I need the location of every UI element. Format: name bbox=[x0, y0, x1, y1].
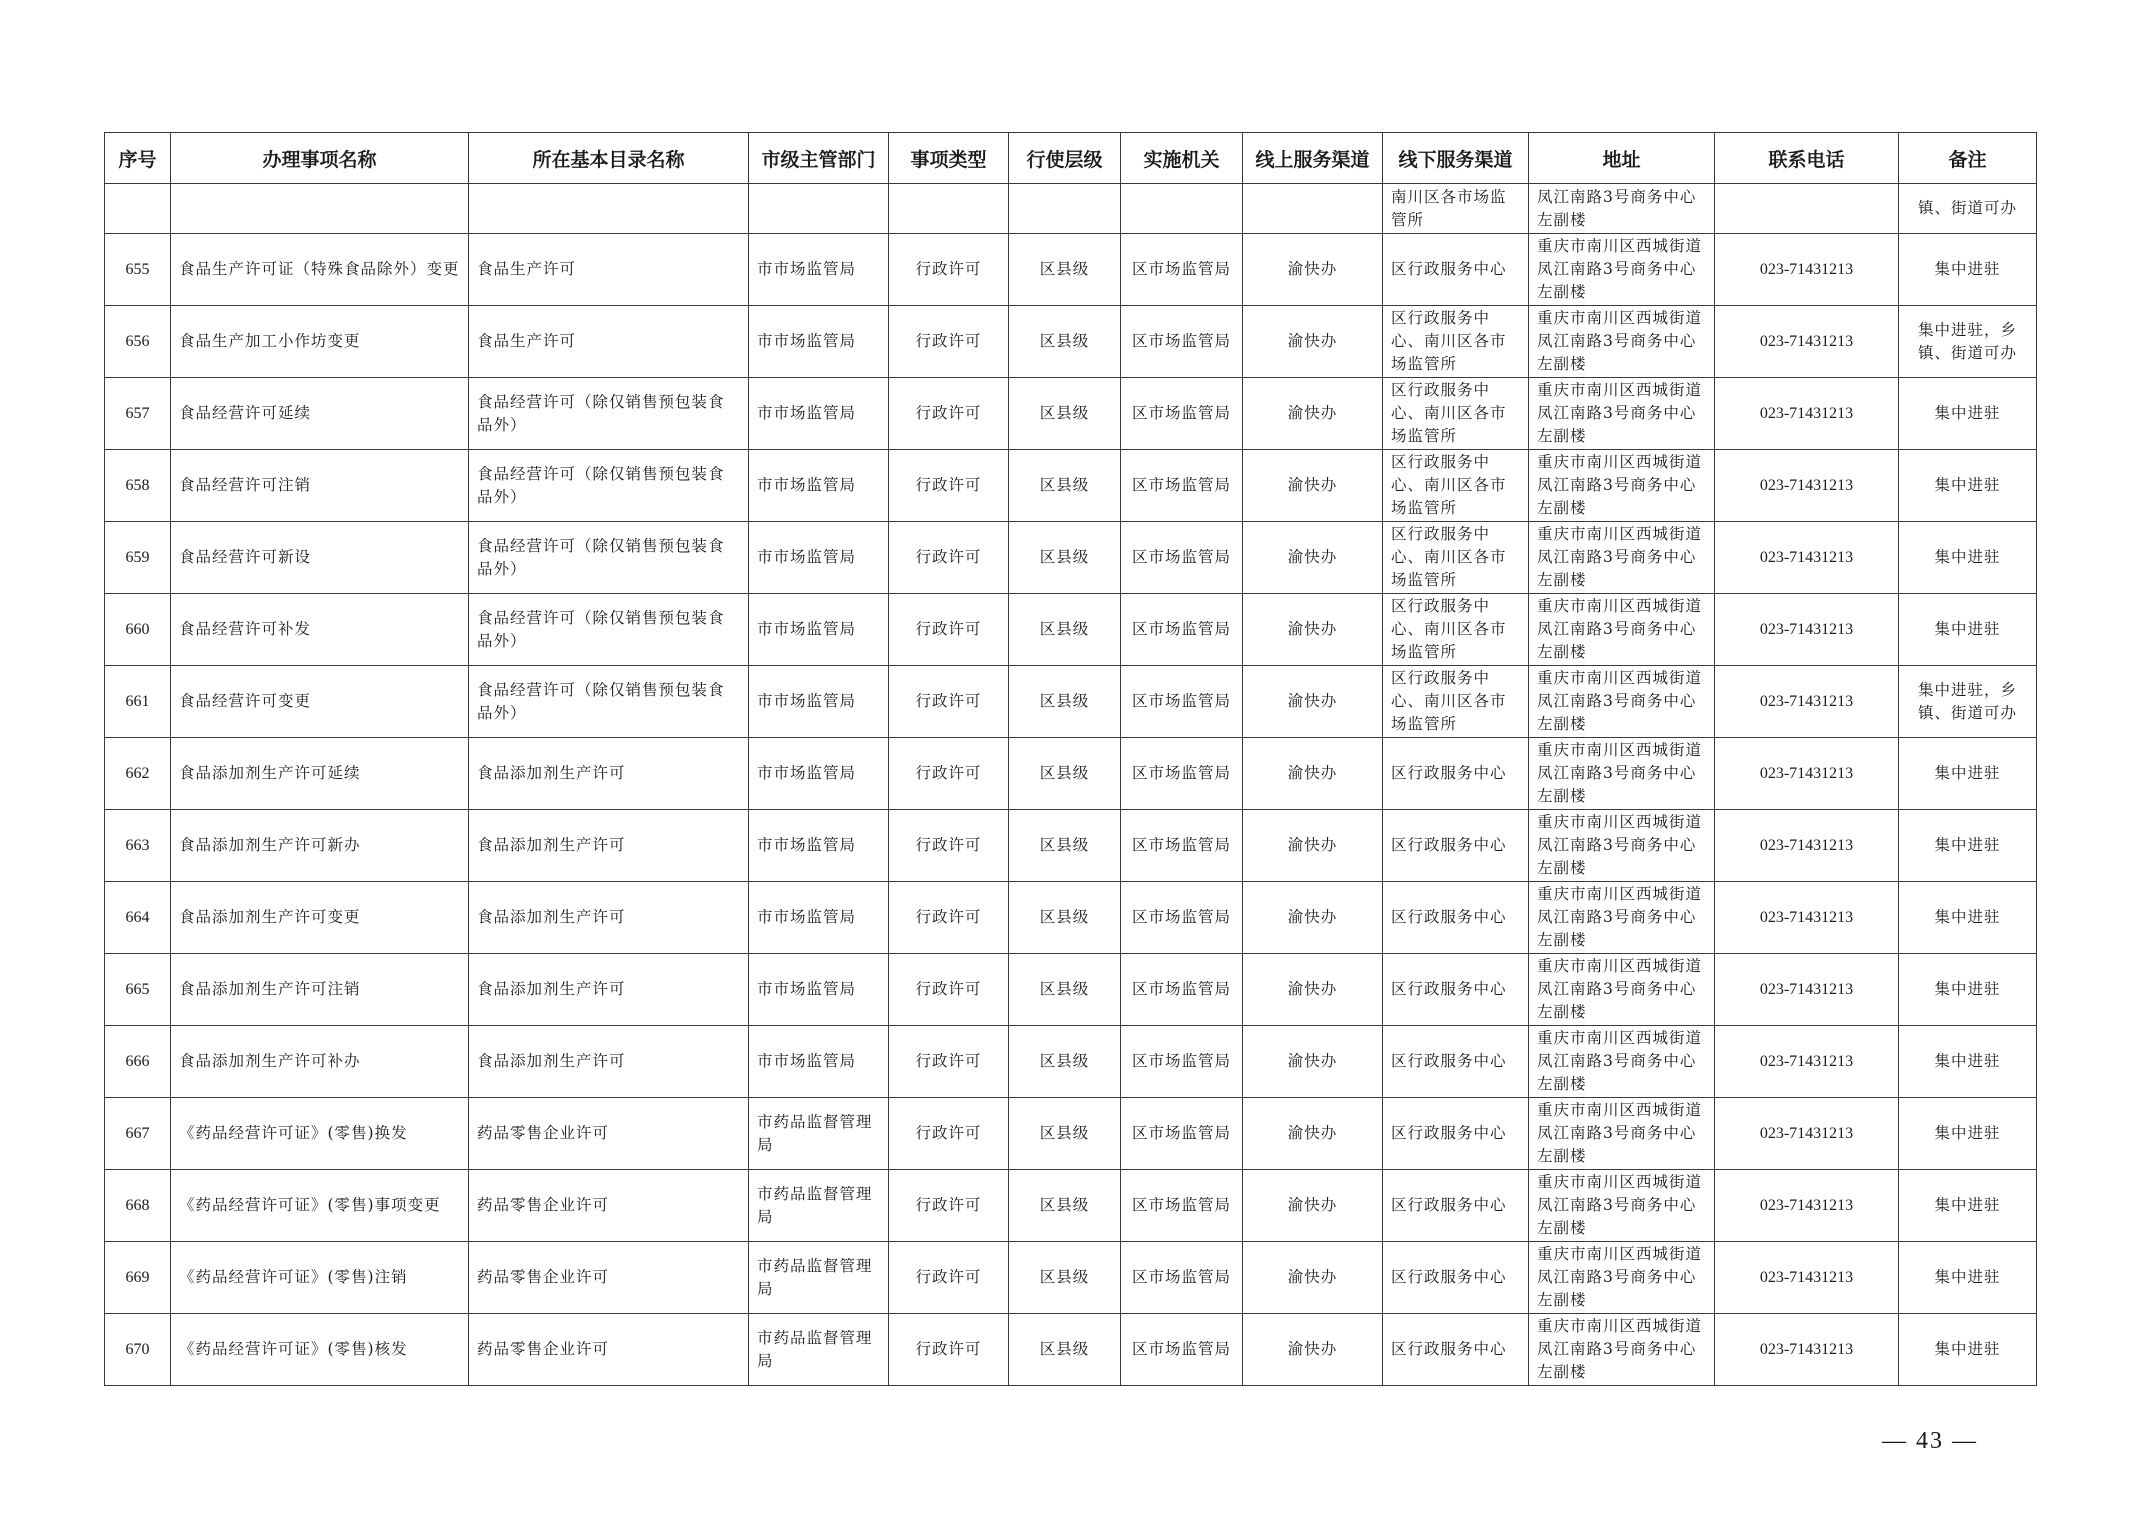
cell-agency: 区市场监管局 bbox=[1121, 594, 1243, 666]
cell-item-name: 《药品经营许可证》(零售)事项变更 bbox=[171, 1170, 469, 1242]
cell-remarks: 集中进驻 bbox=[1899, 954, 2037, 1026]
cell-item-type: 行政许可 bbox=[889, 450, 1009, 522]
cell-online-channel bbox=[1243, 184, 1383, 234]
cell-phone: 023-71431213 bbox=[1715, 594, 1899, 666]
cell-phone: 023-71431213 bbox=[1715, 450, 1899, 522]
cell-level: 区县级 bbox=[1009, 234, 1121, 306]
cell-item-type: 行政许可 bbox=[889, 1170, 1009, 1242]
service-items-table bbox=[104, 132, 2037, 1386]
cell-catalog-name: 食品添加剂生产许可 bbox=[469, 810, 749, 882]
table-header-row bbox=[105, 133, 2037, 184]
cell-city-department: 市市场监管局 bbox=[749, 522, 889, 594]
table-row bbox=[105, 1314, 2037, 1386]
cell-online-channel: 渝快办 bbox=[1243, 450, 1383, 522]
table-row bbox=[105, 1170, 2037, 1242]
cell-level: 区县级 bbox=[1009, 954, 1121, 1026]
cell-level: 区县级 bbox=[1009, 522, 1121, 594]
table-row bbox=[105, 234, 2037, 306]
cell-address: 重庆市南川区西城街道凤江南路3号商务中心左副楼 bbox=[1529, 1170, 1715, 1242]
table-row bbox=[105, 666, 2037, 738]
cell-seq: 661 bbox=[105, 666, 171, 738]
cell-online-channel: 渝快办 bbox=[1243, 594, 1383, 666]
cell-level: 区县级 bbox=[1009, 1170, 1121, 1242]
cell-item-name: 食品添加剂生产许可注销 bbox=[171, 954, 469, 1026]
cell-seq: 655 bbox=[105, 234, 171, 306]
cell-offline-channel: 南川区各市场监管所 bbox=[1383, 184, 1529, 234]
cell-level: 区县级 bbox=[1009, 1098, 1121, 1170]
cell-offline-channel: 区行政服务中心、南川区各市场监管所 bbox=[1383, 666, 1529, 738]
cell-item-type: 行政许可 bbox=[889, 882, 1009, 954]
cell-online-channel: 渝快办 bbox=[1243, 522, 1383, 594]
cell-offline-channel: 区行政服务中心 bbox=[1383, 1170, 1529, 1242]
cell-item-name: 《药品经营许可证》(零售)核发 bbox=[171, 1314, 469, 1386]
table-row bbox=[105, 810, 2037, 882]
cell-level: 区县级 bbox=[1009, 738, 1121, 810]
cell-agency: 区市场监管局 bbox=[1121, 738, 1243, 810]
cell-address: 重庆市南川区西城街道凤江南路3号商务中心左副楼 bbox=[1529, 810, 1715, 882]
cell-offline-channel: 区行政服务中心 bbox=[1383, 234, 1529, 306]
cell-remarks: 集中进驻 bbox=[1899, 1098, 2037, 1170]
cell-online-channel: 渝快办 bbox=[1243, 1314, 1383, 1386]
cell-city-department bbox=[749, 184, 889, 234]
cell-catalog-name: 食品经营许可（除仅销售预包装食品外） bbox=[469, 522, 749, 594]
cell-catalog-name: 食品经营许可（除仅销售预包装食品外） bbox=[469, 666, 749, 738]
cell-catalog-name: 药品零售企业许可 bbox=[469, 1242, 749, 1314]
cell-seq: 667 bbox=[105, 1098, 171, 1170]
cell-address: 重庆市南川区西城街道凤江南路3号商务中心左副楼 bbox=[1529, 954, 1715, 1026]
col-header-item-name: 办理事项名称 bbox=[171, 133, 469, 184]
col-header-catalog-name: 所在基本目录名称 bbox=[469, 133, 749, 184]
cell-seq: 664 bbox=[105, 882, 171, 954]
col-header-remarks: 备注 bbox=[1899, 133, 2037, 184]
cell-city-department: 市市场监管局 bbox=[749, 234, 889, 306]
cell-catalog-name: 食品添加剂生产许可 bbox=[469, 738, 749, 810]
cell-offline-channel: 区行政服务中心 bbox=[1383, 1026, 1529, 1098]
cell-agency bbox=[1121, 184, 1243, 234]
cell-item-type: 行政许可 bbox=[889, 738, 1009, 810]
cell-online-channel: 渝快办 bbox=[1243, 306, 1383, 378]
col-header-item-type: 事项类型 bbox=[889, 133, 1009, 184]
cell-offline-channel: 区行政服务中心、南川区各市场监管所 bbox=[1383, 378, 1529, 450]
cell-phone: 023-71431213 bbox=[1715, 1170, 1899, 1242]
cell-catalog-name: 食品经营许可（除仅销售预包装食品外） bbox=[469, 378, 749, 450]
cell-seq: 668 bbox=[105, 1170, 171, 1242]
cell-agency: 区市场监管局 bbox=[1121, 882, 1243, 954]
cell-address: 重庆市南川区西城街道凤江南路3号商务中心左副楼 bbox=[1529, 1314, 1715, 1386]
cell-city-department: 市市场监管局 bbox=[749, 594, 889, 666]
page-number: — 43 — bbox=[1882, 1428, 1978, 1454]
cell-remarks: 集中进驻 bbox=[1899, 450, 2037, 522]
cell-remarks: 镇、街道可办 bbox=[1899, 184, 2037, 234]
cell-agency: 区市场监管局 bbox=[1121, 522, 1243, 594]
cell-item-name: 食品经营许可延续 bbox=[171, 378, 469, 450]
cell-city-department: 市市场监管局 bbox=[749, 666, 889, 738]
cell-agency: 区市场监管局 bbox=[1121, 234, 1243, 306]
cell-catalog-name: 食品经营许可（除仅销售预包装食品外） bbox=[469, 594, 749, 666]
col-header-agency: 实施机关 bbox=[1121, 133, 1243, 184]
cell-phone bbox=[1715, 184, 1899, 234]
cell-catalog-name: 食品生产许可 bbox=[469, 234, 749, 306]
cell-offline-channel: 区行政服务中心、南川区各市场监管所 bbox=[1383, 306, 1529, 378]
cell-city-department: 市市场监管局 bbox=[749, 378, 889, 450]
col-header-seq: 序号 bbox=[105, 133, 171, 184]
cell-item-name: 食品经营许可补发 bbox=[171, 594, 469, 666]
cell-seq: 665 bbox=[105, 954, 171, 1026]
table-row bbox=[105, 882, 2037, 954]
cell-remarks: 集中进驻 bbox=[1899, 882, 2037, 954]
cell-level: 区县级 bbox=[1009, 882, 1121, 954]
cell-address: 重庆市南川区西城街道凤江南路3号商务中心左副楼 bbox=[1529, 522, 1715, 594]
cell-phone: 023-71431213 bbox=[1715, 378, 1899, 450]
cell-offline-channel: 区行政服务中心 bbox=[1383, 738, 1529, 810]
col-header-address: 地址 bbox=[1529, 133, 1715, 184]
cell-remarks: 集中进驻 bbox=[1899, 1026, 2037, 1098]
cell-catalog-name bbox=[469, 184, 749, 234]
cell-phone: 023-71431213 bbox=[1715, 1098, 1899, 1170]
cell-catalog-name: 食品经营许可（除仅销售预包装食品外） bbox=[469, 450, 749, 522]
table-row bbox=[105, 594, 2037, 666]
cell-item-name: 食品经营许可变更 bbox=[171, 666, 469, 738]
cell-city-department: 市药品监督管理局 bbox=[749, 1314, 889, 1386]
cell-item-type: 行政许可 bbox=[889, 1026, 1009, 1098]
cell-remarks: 集中进驻 bbox=[1899, 522, 2037, 594]
cell-remarks: 集中进驻，乡镇、街道可办 bbox=[1899, 306, 2037, 378]
cell-item-type: 行政许可 bbox=[889, 1242, 1009, 1314]
cell-phone: 023-71431213 bbox=[1715, 1026, 1899, 1098]
cell-item-type: 行政许可 bbox=[889, 954, 1009, 1026]
cell-online-channel: 渝快办 bbox=[1243, 234, 1383, 306]
cell-item-type: 行政许可 bbox=[889, 234, 1009, 306]
table-row bbox=[105, 522, 2037, 594]
cell-online-channel: 渝快办 bbox=[1243, 882, 1383, 954]
cell-offline-channel: 区行政服务中心 bbox=[1383, 954, 1529, 1026]
cell-phone: 023-71431213 bbox=[1715, 1314, 1899, 1386]
cell-address: 重庆市南川区西城街道凤江南路3号商务中心左副楼 bbox=[1529, 666, 1715, 738]
cell-online-channel: 渝快办 bbox=[1243, 1170, 1383, 1242]
cell-level: 区县级 bbox=[1009, 1314, 1121, 1386]
cell-remarks: 集中进驻 bbox=[1899, 1170, 2037, 1242]
cell-remarks: 集中进驻，乡镇、街道可办 bbox=[1899, 666, 2037, 738]
cell-address: 重庆市南川区西城街道凤江南路3号商务中心左副楼 bbox=[1529, 1026, 1715, 1098]
cell-seq: 663 bbox=[105, 810, 171, 882]
cell-phone: 023-71431213 bbox=[1715, 738, 1899, 810]
cell-catalog-name: 食品添加剂生产许可 bbox=[469, 882, 749, 954]
cell-phone: 023-71431213 bbox=[1715, 1242, 1899, 1314]
cell-item-type: 行政许可 bbox=[889, 666, 1009, 738]
cell-item-name: 食品添加剂生产许可延续 bbox=[171, 738, 469, 810]
cell-phone: 023-71431213 bbox=[1715, 306, 1899, 378]
cell-agency: 区市场监管局 bbox=[1121, 810, 1243, 882]
cell-online-channel: 渝快办 bbox=[1243, 738, 1383, 810]
table-row-continuation bbox=[105, 184, 2037, 234]
cell-catalog-name: 药品零售企业许可 bbox=[469, 1314, 749, 1386]
cell-item-type bbox=[889, 184, 1009, 234]
cell-offline-channel: 区行政服务中心 bbox=[1383, 1242, 1529, 1314]
cell-agency: 区市场监管局 bbox=[1121, 378, 1243, 450]
col-header-offline-channel: 线下服务渠道 bbox=[1383, 133, 1529, 184]
col-header-level: 行使层级 bbox=[1009, 133, 1121, 184]
cell-online-channel: 渝快办 bbox=[1243, 954, 1383, 1026]
cell-city-department: 市市场监管局 bbox=[749, 306, 889, 378]
cell-agency: 区市场监管局 bbox=[1121, 954, 1243, 1026]
cell-item-type: 行政许可 bbox=[889, 522, 1009, 594]
table-row bbox=[105, 378, 2037, 450]
col-header-online-channel: 线上服务渠道 bbox=[1243, 133, 1383, 184]
cell-remarks: 集中进驻 bbox=[1899, 594, 2037, 666]
cell-offline-channel: 区行政服务中心 bbox=[1383, 882, 1529, 954]
cell-address: 凤江南路3号商务中心左副楼 bbox=[1529, 184, 1715, 234]
cell-agency: 区市场监管局 bbox=[1121, 306, 1243, 378]
cell-address: 重庆市南川区西城街道凤江南路3号商务中心左副楼 bbox=[1529, 594, 1715, 666]
table-row bbox=[105, 306, 2037, 378]
cell-remarks: 集中进驻 bbox=[1899, 1242, 2037, 1314]
cell-phone: 023-71431213 bbox=[1715, 522, 1899, 594]
cell-city-department: 市市场监管局 bbox=[749, 954, 889, 1026]
cell-address: 重庆市南川区西城街道凤江南路3号商务中心左副楼 bbox=[1529, 1098, 1715, 1170]
cell-catalog-name: 食品添加剂生产许可 bbox=[469, 954, 749, 1026]
cell-item-name: 食品生产加工小作坊变更 bbox=[171, 306, 469, 378]
cell-seq: 659 bbox=[105, 522, 171, 594]
cell-level bbox=[1009, 184, 1121, 234]
cell-seq: 656 bbox=[105, 306, 171, 378]
cell-remarks: 集中进驻 bbox=[1899, 810, 2037, 882]
cell-seq: 657 bbox=[105, 378, 171, 450]
cell-address: 重庆市南川区西城街道凤江南路3号商务中心左副楼 bbox=[1529, 1242, 1715, 1314]
cell-online-channel: 渝快办 bbox=[1243, 1026, 1383, 1098]
cell-offline-channel: 区行政服务中心 bbox=[1383, 1314, 1529, 1386]
cell-item-name: 《药品经营许可证》(零售)换发 bbox=[171, 1098, 469, 1170]
cell-item-name: 食品添加剂生产许可变更 bbox=[171, 882, 469, 954]
cell-city-department: 市市场监管局 bbox=[749, 738, 889, 810]
cell-seq: 669 bbox=[105, 1242, 171, 1314]
cell-level: 区县级 bbox=[1009, 1242, 1121, 1314]
cell-level: 区县级 bbox=[1009, 1026, 1121, 1098]
cell-item-type: 行政许可 bbox=[889, 594, 1009, 666]
cell-item-name: 食品经营许可新设 bbox=[171, 522, 469, 594]
cell-catalog-name: 药品零售企业许可 bbox=[469, 1098, 749, 1170]
cell-address: 重庆市南川区西城街道凤江南路3号商务中心左副楼 bbox=[1529, 378, 1715, 450]
cell-city-department: 市药品监督管理局 bbox=[749, 1098, 889, 1170]
cell-offline-channel: 区行政服务中心 bbox=[1383, 810, 1529, 882]
cell-city-department: 市市场监管局 bbox=[749, 810, 889, 882]
service-items-table-container bbox=[104, 132, 2036, 1386]
cell-city-department: 市市场监管局 bbox=[749, 882, 889, 954]
cell-remarks: 集中进驻 bbox=[1899, 738, 2037, 810]
cell-address: 重庆市南川区西城街道凤江南路3号商务中心左副楼 bbox=[1529, 306, 1715, 378]
cell-phone: 023-71431213 bbox=[1715, 882, 1899, 954]
cell-level: 区县级 bbox=[1009, 666, 1121, 738]
table-row bbox=[105, 954, 2037, 1026]
cell-offline-channel: 区行政服务中心、南川区各市场监管所 bbox=[1383, 522, 1529, 594]
cell-phone: 023-71431213 bbox=[1715, 810, 1899, 882]
cell-remarks: 集中进驻 bbox=[1899, 1314, 2037, 1386]
cell-seq: 670 bbox=[105, 1314, 171, 1386]
cell-level: 区县级 bbox=[1009, 450, 1121, 522]
cell-item-type: 行政许可 bbox=[889, 1314, 1009, 1386]
cell-phone: 023-71431213 bbox=[1715, 234, 1899, 306]
cell-item-name: 食品经营许可注销 bbox=[171, 450, 469, 522]
cell-offline-channel: 区行政服务中心 bbox=[1383, 1098, 1529, 1170]
cell-city-department: 市药品监督管理局 bbox=[749, 1170, 889, 1242]
cell-phone: 023-71431213 bbox=[1715, 666, 1899, 738]
cell-agency: 区市场监管局 bbox=[1121, 1314, 1243, 1386]
cell-agency: 区市场监管局 bbox=[1121, 450, 1243, 522]
cell-seq: 666 bbox=[105, 1026, 171, 1098]
cell-level: 区县级 bbox=[1009, 810, 1121, 882]
cell-item-name: 食品生产许可证（特殊食品除外）变更 bbox=[171, 234, 469, 306]
cell-city-department: 市市场监管局 bbox=[749, 450, 889, 522]
cell-agency: 区市场监管局 bbox=[1121, 1170, 1243, 1242]
cell-catalog-name: 食品生产许可 bbox=[469, 306, 749, 378]
cell-item-name: 食品添加剂生产许可补办 bbox=[171, 1026, 469, 1098]
cell-city-department: 市市场监管局 bbox=[749, 1026, 889, 1098]
cell-offline-channel: 区行政服务中心、南川区各市场监管所 bbox=[1383, 450, 1529, 522]
cell-seq: 658 bbox=[105, 450, 171, 522]
cell-item-type: 行政许可 bbox=[889, 306, 1009, 378]
cell-address: 重庆市南川区西城街道凤江南路3号商务中心左副楼 bbox=[1529, 738, 1715, 810]
cell-remarks: 集中进驻 bbox=[1899, 378, 2037, 450]
col-header-city-department: 市级主管部门 bbox=[749, 133, 889, 184]
cell-level: 区县级 bbox=[1009, 594, 1121, 666]
cell-seq: 662 bbox=[105, 738, 171, 810]
cell-address: 重庆市南川区西城街道凤江南路3号商务中心左副楼 bbox=[1529, 450, 1715, 522]
cell-remarks: 集中进驻 bbox=[1899, 234, 2037, 306]
table-row bbox=[105, 1098, 2037, 1170]
cell-city-department: 市药品监督管理局 bbox=[749, 1242, 889, 1314]
table-row bbox=[105, 738, 2037, 810]
cell-item-name: 《药品经营许可证》(零售)注销 bbox=[171, 1242, 469, 1314]
table-row bbox=[105, 1242, 2037, 1314]
table-row bbox=[105, 1026, 2037, 1098]
cell-seq bbox=[105, 184, 171, 234]
cell-online-channel: 渝快办 bbox=[1243, 666, 1383, 738]
cell-phone: 023-71431213 bbox=[1715, 954, 1899, 1026]
cell-catalog-name: 食品添加剂生产许可 bbox=[469, 1026, 749, 1098]
cell-item-name bbox=[171, 184, 469, 234]
cell-level: 区县级 bbox=[1009, 306, 1121, 378]
cell-seq: 660 bbox=[105, 594, 171, 666]
cell-online-channel: 渝快办 bbox=[1243, 378, 1383, 450]
cell-online-channel: 渝快办 bbox=[1243, 810, 1383, 882]
cell-level: 区县级 bbox=[1009, 378, 1121, 450]
cell-item-name: 食品添加剂生产许可新办 bbox=[171, 810, 469, 882]
table-row bbox=[105, 450, 2037, 522]
col-header-phone: 联系电话 bbox=[1715, 133, 1899, 184]
cell-address: 重庆市南川区西城街道凤江南路3号商务中心左副楼 bbox=[1529, 234, 1715, 306]
cell-agency: 区市场监管局 bbox=[1121, 1026, 1243, 1098]
cell-agency: 区市场监管局 bbox=[1121, 666, 1243, 738]
cell-catalog-name: 药品零售企业许可 bbox=[469, 1170, 749, 1242]
cell-item-type: 行政许可 bbox=[889, 810, 1009, 882]
cell-online-channel: 渝快办 bbox=[1243, 1242, 1383, 1314]
cell-online-channel: 渝快办 bbox=[1243, 1098, 1383, 1170]
cell-offline-channel: 区行政服务中心、南川区各市场监管所 bbox=[1383, 594, 1529, 666]
cell-item-type: 行政许可 bbox=[889, 378, 1009, 450]
cell-address: 重庆市南川区西城街道凤江南路3号商务中心左副楼 bbox=[1529, 882, 1715, 954]
cell-agency: 区市场监管局 bbox=[1121, 1098, 1243, 1170]
cell-agency: 区市场监管局 bbox=[1121, 1242, 1243, 1314]
cell-item-type: 行政许可 bbox=[889, 1098, 1009, 1170]
